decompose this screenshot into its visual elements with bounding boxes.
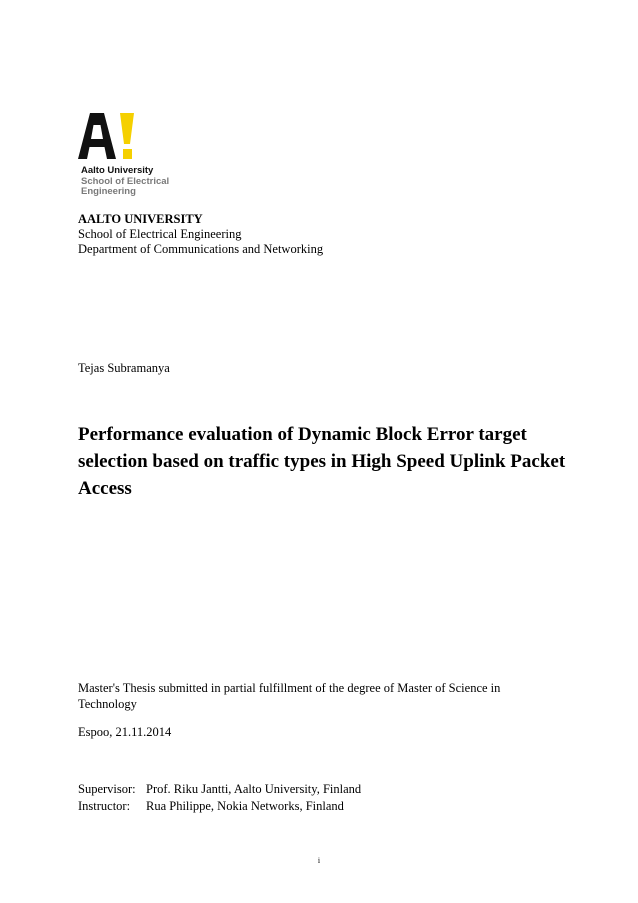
supervisor-value: Prof. Riku Jantti, Aalto University, Finland	[146, 782, 362, 796]
instructor-row	[78, 798, 361, 815]
aalto-a-exclamation-icon	[78, 113, 148, 161]
supervisor-row	[78, 781, 361, 798]
logo-line-engineering: Engineering	[81, 186, 136, 197]
university-name: AALTO UNIVERSITY	[78, 212, 203, 226]
instructor-label: Instructor:	[78, 799, 131, 813]
supervisor-label: Supervisor:	[78, 782, 136, 796]
affiliation-block	[78, 212, 323, 257]
department-name: Department of Communications and Networking	[78, 242, 324, 256]
author-name: Tejas Subramanya	[78, 361, 170, 375]
submission-statement: Master's Thesis submitted in partial fulfillment of the degree of Master of Science in Technology	[78, 681, 501, 711]
logo-line-university: Aalto University	[81, 165, 154, 176]
thesis-title: Performance evaluation of Dynamic Block Error target selection based on traffic types in High Speed Uplink Packet Access	[78, 424, 566, 499]
instructor-value: Rua Philippe, Nokia Networks, Finland	[146, 799, 344, 813]
logo-line-school: School of Electrical	[81, 175, 170, 187]
logo-wordmark	[81, 166, 169, 198]
place-and-date: Espoo, 21.11.2014	[78, 725, 172, 739]
page-number: i	[317, 856, 321, 865]
school-name: School of Electrical Engineering	[78, 227, 242, 241]
supervision-block	[78, 781, 361, 815]
aalto-logo	[78, 113, 188, 203]
